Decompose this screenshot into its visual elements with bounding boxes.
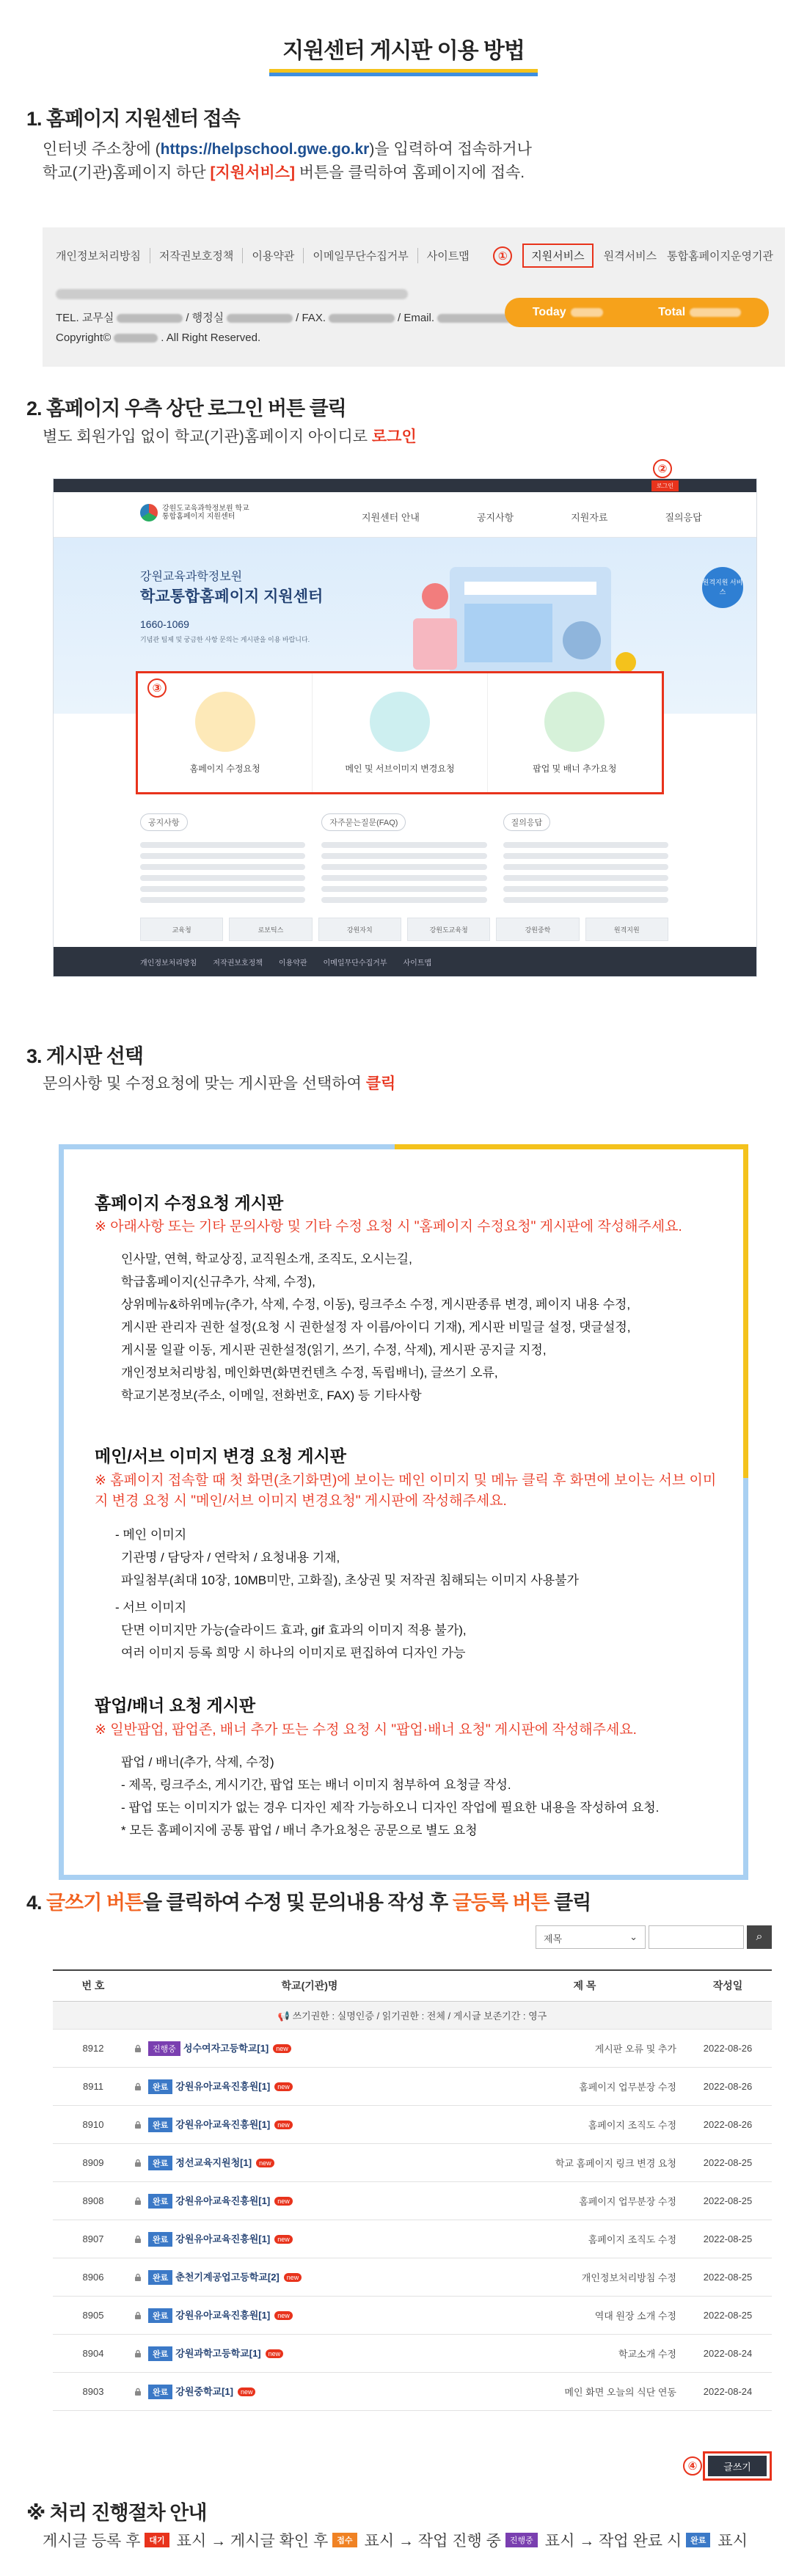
row-title[interactable]: 홈페이지 조직도 수정 bbox=[486, 2220, 684, 2258]
card-label: 홈페이지 수정요청 bbox=[189, 763, 260, 774]
list-item: 인사말, 연혁, 학교상징, 교직원소개, 조직도, 오시는길, bbox=[121, 1252, 412, 1266]
footer-link[interactable]: 저작권보호정책 bbox=[150, 248, 243, 263]
support-service-highlight: [지원서비스] bbox=[210, 164, 295, 181]
footer-link[interactable]: 사이트맵 bbox=[426, 250, 470, 263]
text: Copyright© bbox=[56, 332, 112, 344]
hero-note: 기념관 팀제 및 궁금한 사항 문의는 게시판을 이용 바랍니다. bbox=[140, 636, 310, 643]
board3-note: ※ 일반팝업, 팝업존, 배너 추가 또는 수정 요청 시 "팝업·배너 요청" 게시판에 작성해주세요. bbox=[95, 1722, 637, 1738]
banner-link[interactable]: 강원중학 bbox=[496, 918, 579, 941]
row-title[interactable]: 메인 화면 오늘의 식단 연동 bbox=[486, 2372, 684, 2410]
board2-items bbox=[115, 1523, 737, 1664]
row-no: 8906 bbox=[53, 2258, 134, 2296]
row-date: 2022-08-25 bbox=[684, 2296, 772, 2334]
new-badge: new bbox=[274, 2121, 293, 2129]
board2-title: 메인/서브 이미지 변경 요청 게시판 bbox=[95, 1446, 347, 1466]
section2-heading: 2. 홈페이지 우측 상단 로그인 버튼 클릭 bbox=[26, 398, 346, 420]
reply-count: [1] bbox=[240, 2156, 252, 2168]
menu-item[interactable]: 지원자료 bbox=[571, 512, 608, 523]
list-item: 학교기본정보(주소, 이메일, 전화번호, FAX) 등 기타사항 bbox=[121, 1388, 422, 1402]
banner-link[interactable]: 강원자치 bbox=[318, 918, 401, 941]
row-school bbox=[134, 2296, 486, 2334]
step-marker-2: ② bbox=[653, 459, 672, 478]
text: 표시 → 작업 완료 시 bbox=[544, 2533, 682, 2550]
school-name[interactable]: 성수여자고등학교 bbox=[183, 2042, 258, 2054]
hero-title: 학교통합홈페이지 지원센터 bbox=[140, 588, 324, 605]
row-title[interactable]: 홈페이지 업무분장 수정 bbox=[486, 2181, 684, 2220]
image-icon bbox=[370, 692, 430, 752]
site-url[interactable]: https://helpschool.gwe.go.kr bbox=[160, 141, 370, 158]
board2-note: ※ 홈페이지 접속할 때 첫 화면(초기화면)에 보이는 메인 이미지 및 메뉴 클릭 후 화면에 보이는 서브 이미지 변경 요청 시 "메인/서브 이미지 변경요청" 게시판에 작성해주세요. bbox=[95, 1473, 717, 1509]
footer-link[interactable]: 이용약관 bbox=[243, 248, 304, 263]
support-center-site-mock bbox=[53, 478, 757, 977]
row-no: 8908 bbox=[53, 2181, 134, 2220]
section1-line1 bbox=[43, 138, 532, 161]
site-logo[interactable] bbox=[140, 504, 250, 522]
text: 쓰기권한 : 실명인증 / 읽기권한 : 전체 / 게시글 보존기간 : 영구 bbox=[292, 2010, 547, 2021]
row-no: 8911 bbox=[53, 2067, 134, 2105]
lock-icon bbox=[134, 2121, 142, 2129]
list-item: 상위메뉴&하위메뉴(추가, 삭제, 수정, 이동), 링크주소 수정, 게시판종류 변경, 페이지 내용 수정, bbox=[121, 1298, 631, 1311]
board1-title: 홈페이지 수정요청 게시판 bbox=[95, 1193, 284, 1212]
permission-text bbox=[53, 2001, 772, 2029]
text: 버튼을 클릭하여 홈페이지에 접속. bbox=[294, 164, 525, 181]
total-counter bbox=[658, 306, 741, 319]
text: 표시 → 게시글 확인 후 bbox=[176, 2533, 329, 2550]
site-menu bbox=[362, 510, 702, 524]
search-icon: ⌕ bbox=[756, 1931, 763, 1943]
status-badge: 완료 bbox=[148, 2118, 172, 2132]
text: 학교(기관)홈페이지 하단 bbox=[43, 164, 211, 181]
row-no: 8912 bbox=[53, 2029, 134, 2067]
footer-link[interactable]: 개인정보처리방침 bbox=[140, 959, 197, 967]
row-title[interactable]: 홈페이지 조직도 수정 bbox=[486, 2105, 684, 2143]
footer-link[interactable]: 이메일무단수집거부 bbox=[304, 248, 417, 263]
footer-right-links bbox=[493, 244, 773, 268]
board-guide-box bbox=[59, 1144, 748, 1880]
row-title[interactable]: 역대 원장 소개 수정 bbox=[486, 2296, 684, 2334]
integrated-org-link[interactable]: 통합홈페이지운영기관 bbox=[667, 250, 773, 263]
new-badge: new bbox=[284, 2273, 302, 2282]
table-row[interactable] bbox=[53, 2067, 772, 2105]
board-cards bbox=[136, 671, 664, 794]
row-school bbox=[134, 2143, 486, 2181]
row-date: 2022-08-25 bbox=[684, 2220, 772, 2258]
row-title[interactable]: 게시판 오류 및 추가 bbox=[486, 2029, 684, 2067]
visitor-counter bbox=[505, 298, 769, 327]
text: 인터넷 주소창에 ( bbox=[43, 141, 161, 158]
reply-count: [2] bbox=[267, 2271, 280, 2283]
list-item: - 메인 이미지 bbox=[115, 1528, 187, 1542]
row-date: 2022-08-25 bbox=[684, 2258, 772, 2296]
reply-count: [1] bbox=[222, 2385, 233, 2397]
row-school bbox=[134, 2067, 486, 2105]
row-school bbox=[134, 2181, 486, 2220]
list-item: - 서브 이미지 bbox=[115, 1600, 187, 1614]
list-item: * 모든 홈페이지에 공통 팝업 / 배너 추가요청은 공문으로 별도 요청 bbox=[121, 1823, 478, 1837]
table-row[interactable] bbox=[53, 2029, 772, 2067]
text: 표시 bbox=[717, 2533, 748, 2550]
status-badge: 완료 bbox=[148, 2385, 172, 2399]
text: 게시글 등록 후 bbox=[43, 2533, 141, 2550]
footer-links bbox=[56, 248, 478, 263]
support-service-link[interactable]: 지원서비스 bbox=[522, 244, 593, 268]
new-badge: new bbox=[274, 2235, 293, 2244]
table-row[interactable] bbox=[53, 2334, 772, 2372]
board-table bbox=[53, 1969, 772, 2411]
new-badge: new bbox=[274, 2311, 293, 2320]
school-name[interactable]: 강원유아교육진흥원 bbox=[175, 2195, 259, 2206]
row-no: 8907 bbox=[53, 2220, 134, 2258]
lock-icon bbox=[134, 2235, 142, 2244]
lock-icon bbox=[134, 2311, 142, 2320]
text: )을 입력하여 접속하거나 bbox=[369, 141, 532, 158]
card-popup-banner[interactable] bbox=[488, 673, 662, 792]
row-date: 2022-08-26 bbox=[684, 2029, 772, 2067]
text: / Email. bbox=[398, 312, 435, 324]
text: / FAX. bbox=[296, 312, 326, 324]
board3-title: 팝업/배너 요청 게시판 bbox=[95, 1696, 256, 1715]
row-school bbox=[134, 2258, 486, 2296]
table-row[interactable] bbox=[53, 2143, 772, 2181]
section3-heading: 3. 게시판 선택 bbox=[26, 1045, 143, 1067]
status-badge: 완료 bbox=[148, 2194, 172, 2209]
page-title: 지원센터 게시판 이용 방법 bbox=[0, 32, 807, 73]
step-marker-4: ④ bbox=[683, 2456, 702, 2476]
row-date: 2022-08-25 bbox=[684, 2143, 772, 2181]
write-button[interactable]: 글쓰기 bbox=[708, 2456, 767, 2476]
col-title: 제 목 bbox=[486, 1970, 684, 2001]
hero-phone: 1660-1069 bbox=[140, 618, 189, 630]
status-badge: 완료 bbox=[148, 2308, 172, 2323]
school-name[interactable]: 강원유아교육진흥원 bbox=[175, 2080, 259, 2092]
card-label: 메인 및 서브이미지 변경요청 bbox=[345, 763, 455, 774]
footer-link[interactable]: 이메일무단수집거부 bbox=[323, 959, 387, 967]
site-nav bbox=[54, 492, 756, 538]
footer-link[interactable]: 개인정보처리방침 bbox=[56, 248, 150, 263]
row-date: 2022-08-24 bbox=[684, 2334, 772, 2372]
row-date: 2022-08-26 bbox=[684, 2105, 772, 2143]
qna-column bbox=[503, 813, 668, 908]
board-list-mock bbox=[53, 1925, 772, 2454]
search-bar bbox=[536, 1925, 772, 1949]
status-badge-received: 접수 bbox=[332, 2533, 357, 2547]
status-badge: 완료 bbox=[148, 2270, 172, 2285]
lock-icon bbox=[134, 2273, 142, 2282]
copyright-line bbox=[56, 332, 260, 344]
table-row[interactable] bbox=[53, 2220, 772, 2258]
row-date: 2022-08-26 bbox=[684, 2067, 772, 2105]
process-line bbox=[43, 2529, 748, 2551]
menu-item[interactable]: 공지사항 bbox=[476, 512, 514, 523]
lock-icon bbox=[134, 2082, 142, 2091]
table-row[interactable] bbox=[53, 2258, 772, 2296]
reply-count: [1] bbox=[258, 2309, 271, 2321]
notice-column bbox=[140, 813, 305, 908]
column-title[interactable]: 자주묻는질문(FAQ) bbox=[321, 813, 406, 831]
select-value: 제목 bbox=[544, 1933, 563, 1944]
write-button-highlight: 글쓰기 버튼 bbox=[46, 1892, 143, 1914]
reply-count: [1] bbox=[249, 2347, 261, 2359]
new-badge: new bbox=[256, 2159, 274, 2167]
school-footer-mock bbox=[43, 227, 785, 367]
school-name[interactable]: 정선교육지원청 bbox=[175, 2156, 241, 2168]
contact-line bbox=[56, 310, 528, 325]
reply-count: [1] bbox=[258, 2118, 271, 2130]
card-image-change[interactable] bbox=[313, 673, 487, 792]
section1-line2 bbox=[43, 161, 525, 185]
school-name[interactable]: 강원유아교육진흥원 bbox=[175, 2118, 259, 2130]
reply-count: [1] bbox=[258, 2195, 271, 2206]
status-badge: 완료 bbox=[148, 2156, 172, 2170]
list-item: 개인정보처리방침, 메인화면(화면컨텐츠 수정, 독립배너), 글쓰기 오류, bbox=[121, 1366, 498, 1380]
status-badge: 완료 bbox=[148, 2346, 172, 2361]
blurred-address bbox=[56, 289, 408, 299]
row-no: 8903 bbox=[53, 2372, 134, 2410]
hero-sub: 강원교육과학정보원 bbox=[140, 571, 243, 583]
col-no: 번 호 bbox=[53, 1970, 134, 2001]
row-no: 8910 bbox=[53, 2105, 134, 2143]
row-title[interactable]: 학교소개 수정 bbox=[486, 2334, 684, 2372]
status-badge: 완료 bbox=[148, 2232, 172, 2247]
banner-link[interactable]: 원격지원 bbox=[585, 918, 668, 941]
row-school bbox=[134, 2334, 486, 2372]
submit-button-highlight: 글등록 버튼 bbox=[452, 1892, 549, 1914]
row-no: 8909 bbox=[53, 2143, 134, 2181]
step-marker-1: ① bbox=[493, 246, 512, 266]
school-name[interactable]: 춘천기계공업고등학교 bbox=[175, 2271, 268, 2283]
new-badge: new bbox=[274, 2082, 293, 2091]
site-board-columns bbox=[140, 813, 668, 908]
lock-icon bbox=[134, 2159, 142, 2167]
section4-heading bbox=[26, 1887, 591, 1915]
label: Total bbox=[658, 306, 686, 318]
search-input[interactable] bbox=[649, 1925, 744, 1949]
row-no: 8905 bbox=[53, 2296, 134, 2334]
today-counter bbox=[533, 306, 603, 319]
row-school bbox=[134, 2029, 486, 2067]
section2-line bbox=[43, 425, 417, 449]
footer-link[interactable]: 저작권보호정책 bbox=[213, 959, 263, 967]
row-title[interactable]: 학교 홈페이지 링크 변경 요청 bbox=[486, 2143, 684, 2181]
menu-item[interactable]: 질의응답 bbox=[665, 512, 702, 523]
text: 4. bbox=[26, 1892, 47, 1914]
reply-count: [1] bbox=[257, 2042, 269, 2054]
site-footer bbox=[54, 947, 756, 976]
banner-link[interactable]: 강원도교육청 bbox=[407, 918, 490, 941]
list-item: 기관명 / 담당자 / 연락처 / 요청내용 기재, bbox=[121, 1551, 340, 1565]
chevron-down-icon: ⌄ bbox=[629, 1931, 638, 1942]
remote-service-link[interactable]: 원격서비스 bbox=[603, 250, 657, 263]
lock-icon bbox=[134, 2387, 142, 2396]
process-heading: ※ 처리 진행절차 안내 bbox=[26, 2502, 207, 2524]
row-date: 2022-08-24 bbox=[684, 2372, 772, 2410]
list-item: - 팝업 또는 이미지가 없는 경우 디자인 제작 가능하오니 디자인 작업에 필요한 내용을 작성하여 요청. bbox=[121, 1801, 660, 1815]
board1-items bbox=[121, 1248, 737, 1407]
login-button[interactable]: 로그인 bbox=[651, 480, 679, 491]
remote-support-button[interactable]: 원격지원 서비스 bbox=[702, 567, 743, 608]
text: 표시 → 작업 진행 중 bbox=[364, 2533, 501, 2550]
row-no: 8904 bbox=[53, 2334, 134, 2372]
lock-icon bbox=[134, 2197, 142, 2206]
bell-icon bbox=[195, 692, 255, 752]
status-badge-waiting: 대기 bbox=[145, 2533, 169, 2547]
table-row[interactable] bbox=[53, 2181, 772, 2220]
lock-icon bbox=[134, 2044, 142, 2053]
table-row[interactable] bbox=[53, 2296, 772, 2334]
list-item: 파일첨부(최대 10장, 10MB미만, 고화질), 초상권 및 저작권 침해되는 이미지 사용불가 bbox=[121, 1573, 579, 1587]
banner-link[interactable]: 로보틱스 bbox=[229, 918, 312, 941]
list-item: 팝업 / 배너(추가, 삭제, 수정) bbox=[121, 1755, 274, 1769]
text: / 행정실 bbox=[186, 312, 224, 324]
status-badge-progress: 진행중 bbox=[505, 2533, 538, 2547]
faq-column bbox=[321, 813, 486, 908]
footer-link[interactable]: 사이트맵 bbox=[403, 959, 432, 967]
footer-link[interactable]: 이용약관 bbox=[278, 959, 307, 967]
col-school: 학교(기관)명 bbox=[134, 1970, 486, 2001]
new-badge: new bbox=[273, 2044, 291, 2053]
reply-count: [1] bbox=[258, 2080, 271, 2092]
banner-icon bbox=[544, 692, 605, 752]
login-highlight: 로그인 bbox=[371, 428, 417, 445]
list-item: 학급홈페이지(신규추가, 삭제, 수정), bbox=[121, 1275, 315, 1289]
new-badge: new bbox=[274, 2197, 293, 2206]
section1-heading: 1. 홈페이지 지원센터 접속 bbox=[26, 108, 240, 130]
search-button[interactable] bbox=[747, 1925, 772, 1949]
status-badge: 완료 bbox=[148, 2079, 172, 2094]
text: 문의사항 및 수정요청에 맞는 게시판을 선택하여 bbox=[43, 1075, 366, 1092]
board3-items bbox=[121, 1751, 737, 1842]
school-name[interactable]: 강원과학고등학교 bbox=[175, 2347, 249, 2359]
text: . All Right Reserved. bbox=[161, 332, 261, 344]
menu-item[interactable]: 지원센터 안내 bbox=[362, 512, 420, 523]
logo-text: 강원도교육과학정보원 학교통합홈페이지 지원센터 bbox=[162, 505, 249, 521]
school-name[interactable]: 강원유아교육진흥원 bbox=[175, 2309, 259, 2321]
write-button-highlight-box bbox=[703, 2451, 772, 2481]
col-date: 작성일 bbox=[684, 1970, 772, 2001]
status-badge: 진행중 bbox=[148, 2041, 180, 2056]
text: 을 클릭하여 수정 및 문의내용 작성 후 bbox=[142, 1892, 453, 1914]
column-title[interactable]: 공지사항 bbox=[140, 813, 188, 831]
search-field-select[interactable] bbox=[536, 1925, 646, 1949]
new-badge: new bbox=[266, 2349, 284, 2358]
text: 별도 회원가입 없이 학교(기관)홈페이지 아이디로 bbox=[43, 428, 372, 445]
school-name[interactable]: 강원유아교육진흥원 bbox=[175, 2233, 259, 2244]
permission-row bbox=[53, 2001, 772, 2029]
row-school bbox=[134, 2220, 486, 2258]
list-item: 게시물 일괄 이동, 게시판 권한설정(읽기, 쓰기, 수정, 삭제), 게시판 공지글 지정, bbox=[121, 1343, 547, 1357]
label: Today bbox=[532, 306, 566, 318]
row-title[interactable]: 개인정보처리방침 수정 bbox=[486, 2258, 684, 2296]
row-title[interactable]: 홈페이지 업무분장 수정 bbox=[486, 2067, 684, 2105]
row-school bbox=[134, 2372, 486, 2410]
step-marker-3: ③ bbox=[147, 678, 167, 698]
column-title[interactable]: 질의응답 bbox=[503, 813, 551, 831]
school-name[interactable]: 강원중학교 bbox=[175, 2385, 222, 2397]
board1-note: ※ 아래사항 또는 기타 문의사항 및 기타 수정 요청 시 "홈페이지 수정요청" 게시판에 작성해주세요. bbox=[95, 1219, 682, 1234]
list-item: 단면 이미지만 가능(슬라이드 효과, gif 효과의 이미지 적용 불가), bbox=[121, 1623, 467, 1637]
site-banners bbox=[140, 918, 668, 941]
click-highlight: 클릭 bbox=[365, 1075, 396, 1092]
list-item: 게시판 관리자 권한 설정(요청 시 권한설정 자 이름/아이디 기재), 게시판 비밀글 설정, 댓글설정, bbox=[121, 1320, 631, 1334]
row-date: 2022-08-25 bbox=[684, 2181, 772, 2220]
table-row[interactable] bbox=[53, 2105, 772, 2143]
list-item: 여러 이미지 등록 희망 시 하나의 이미지로 편집하여 디자인 가능 bbox=[121, 1646, 466, 1660]
banner-link[interactable]: 교육청 bbox=[140, 918, 223, 941]
logo-icon bbox=[140, 504, 158, 522]
lock-icon bbox=[134, 2349, 142, 2358]
row-school bbox=[134, 2105, 486, 2143]
site-topbar bbox=[54, 479, 756, 492]
reply-count: [1] bbox=[258, 2233, 271, 2244]
section3-line bbox=[43, 1072, 395, 1096]
new-badge: new bbox=[238, 2387, 256, 2396]
table-row[interactable] bbox=[53, 2372, 772, 2410]
megaphone-icon: 📢 bbox=[277, 2010, 290, 2021]
text: 클릭 bbox=[549, 1892, 591, 1914]
text: TEL. 교무실 bbox=[56, 312, 114, 324]
card-label: 팝업 및 배너 추가요청 bbox=[533, 763, 617, 774]
status-badge-done: 완료 bbox=[686, 2533, 710, 2547]
list-item: - 제목, 링크주소, 게시기간, 팝업 또는 배너 이미지 첨부하여 요청글 작성. bbox=[121, 1778, 511, 1792]
